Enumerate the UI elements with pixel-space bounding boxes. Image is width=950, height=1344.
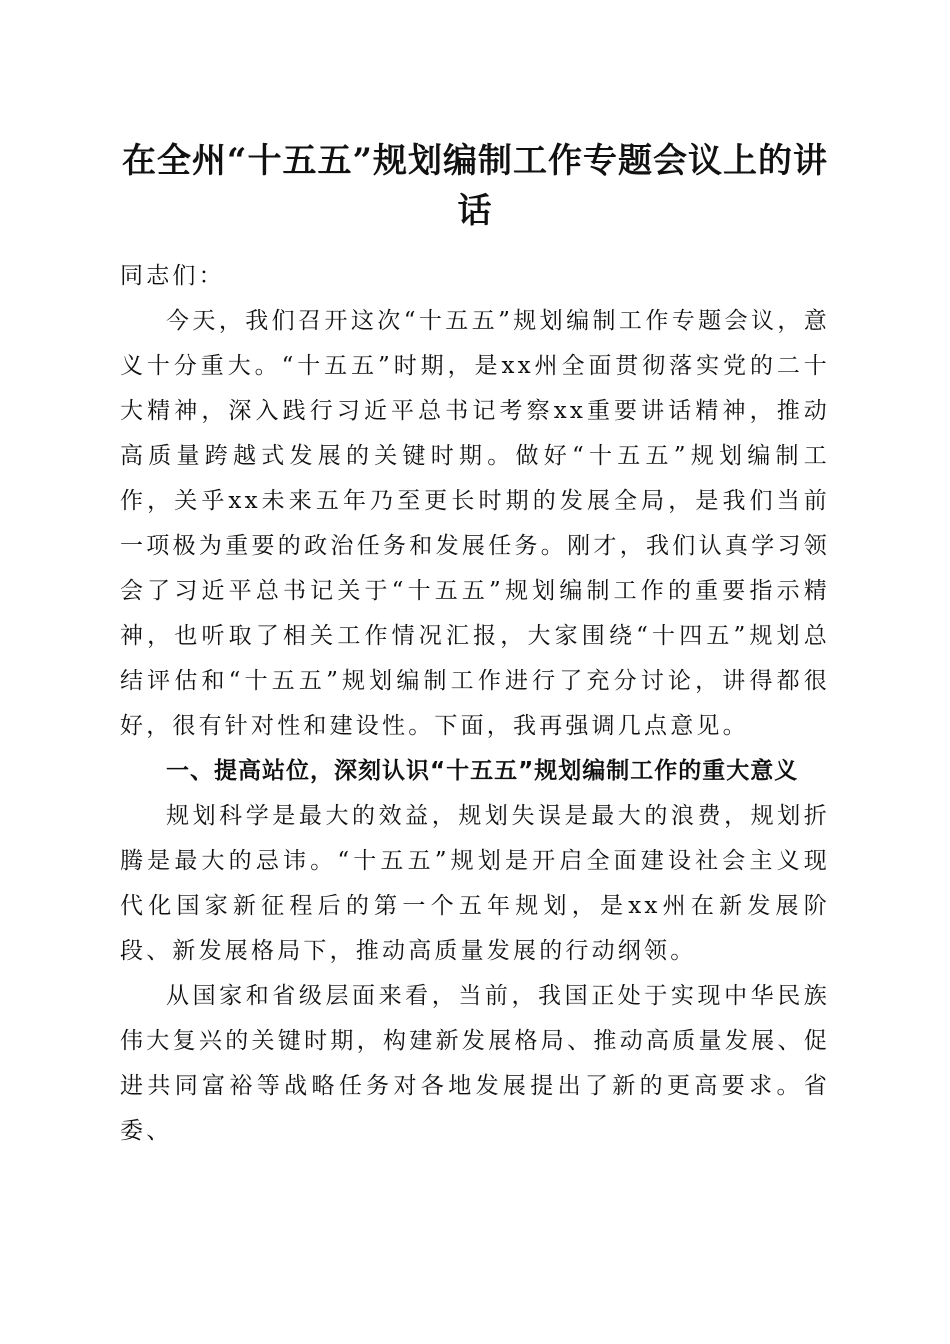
section-heading-1: 一、提高站位，深刻认识“十五五”规划编制工作的重大意义 bbox=[166, 758, 799, 784]
salutation: 同志们： bbox=[120, 263, 225, 289]
document-body bbox=[120, 254, 830, 1154]
body-paragraph-2: 从国家和省级层面来看，当前，我国正处于实现中华民族伟大复兴的关键时期，构建新发展格局、推动高质量发展、促进共同富裕等战略任务对各地发展提出了新的更高要求。省委、 bbox=[120, 983, 830, 1144]
body-paragraph-intro: 今天，我们召开这次“十五五”规划编制工作专题会议，意义十分重大。“十五五”时期，是xx州全面贯彻落实党的二十大精神，深入践行习近平总书记考察xx重要讲话精神，推动高质量跨越式发展的关键时期。做好“十五五”规划编制工作，关乎xx未来五年乃至更长时期的发展全局，是我们当前一项极为重要的政治任务和发展任务。刚才，我们认真学习领会了习近平总书记关于“十五五”规划编制工作的重要指示精神，也听取了相关工作情况汇报，大家围绕“十四五”规划总结评估和“十五五”规划编制工作进行了充分讨论，讲得都很好，很有针对性和建设性。下面，我再强调几点意见。 bbox=[120, 308, 830, 739]
body-paragraph-1: 规划科学是最大的效益，规划失误是最大的浪费，规划折腾是最大的忌讳。“十五五”规划是开启全面建设社会主义现代化国家新征程后的第一个五年规划，是xx州在新发展阶段、新发展格局下，推动高质量发展的行动纲领。 bbox=[120, 803, 830, 964]
document-title: 在全州“十五五”规划编制工作专题会议上的讲话 bbox=[121, 141, 829, 231]
